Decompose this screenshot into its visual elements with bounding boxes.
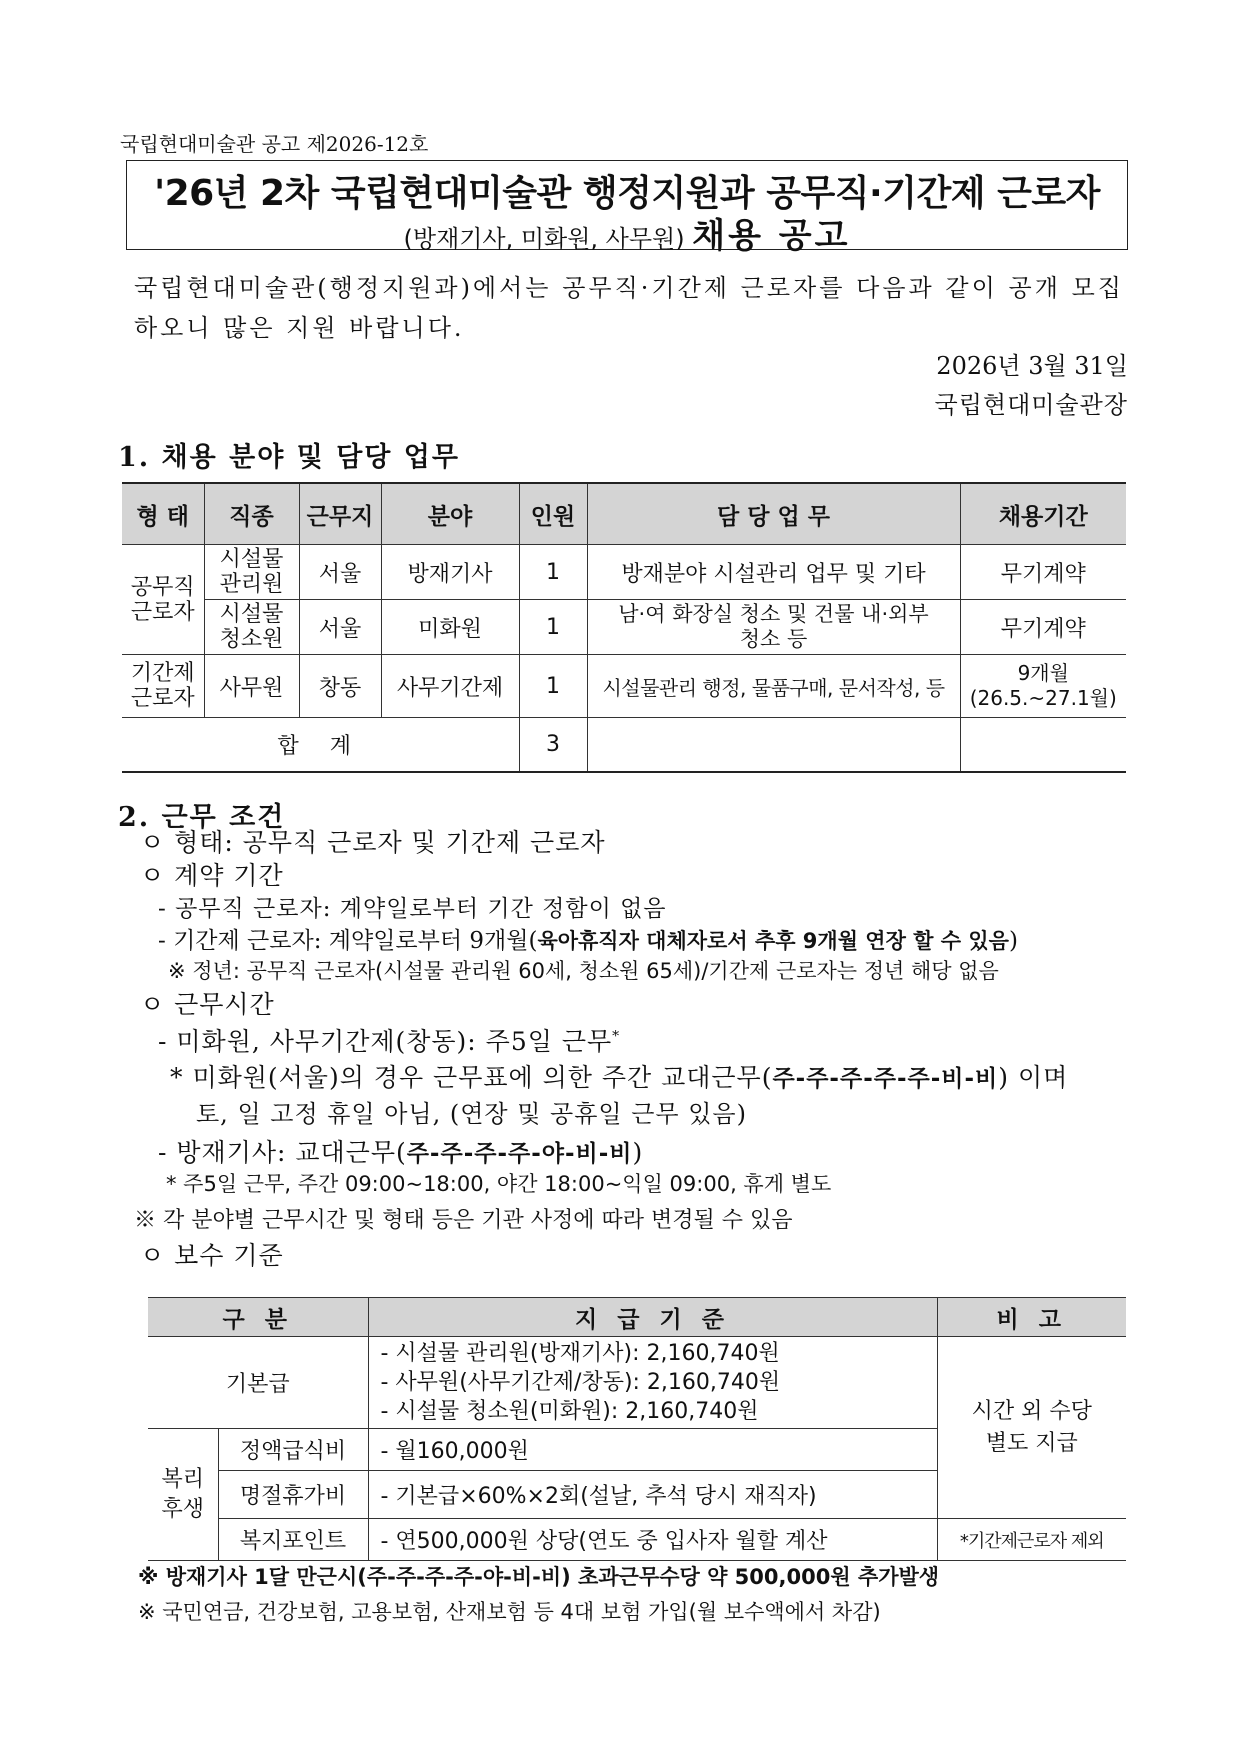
recruitment-table: [122, 482, 1126, 773]
meal-value: - 월160,000원: [368, 1429, 937, 1471]
contract-gigan: [158, 922, 1018, 955]
notice-date: 2026년 3월 31일: [936, 352, 1128, 380]
point-note: *기간제근로자 제외: [937, 1519, 1126, 1561]
base-pay-line: - 시설물 청소원(미화원): 2,160,740원: [380, 1399, 759, 1424]
group-gigan: 기간제 근로자: [122, 655, 204, 718]
period-cell: 9개월 (26.5.~27.1월): [960, 655, 1126, 718]
work-hours-fire: [158, 1133, 643, 1169]
contract-gigan-c: ): [1008, 928, 1018, 954]
footnote-insurance: ※ 국민연금, 건강보험, 고용보험, 산재보험 등 4대 보험 가입(월 보수액에서 차감): [138, 1600, 881, 1624]
pay-table: [148, 1297, 1126, 1561]
contract-period-heading: ㅇ 계약 기간: [140, 861, 284, 890]
base-pay-line: - 사무원(사무기간제/창동): 2,160,740원: [380, 1370, 781, 1395]
base-pay-note: 시간 외 수당 별도 지급: [937, 1337, 1126, 1519]
issuer: 국립현대미술관장: [934, 391, 1128, 419]
total-label: [122, 718, 519, 772]
title-main: '26년 2차 국립현대미술관 행정지원과 공무직·기간제 근로자: [154, 173, 1100, 214]
group-gongmujik: 공무직 근로자: [122, 545, 204, 655]
th-category: 구 분: [148, 1298, 368, 1337]
count-cell: 1: [519, 655, 587, 718]
condition-type: ㅇ 형태: 공무직 근로자 및 기간제 근로자: [140, 828, 606, 857]
base-pay-lines: [368, 1337, 937, 1429]
point-label: 복지포인트: [218, 1519, 368, 1561]
work-hours-fire-a: - 방재기사: 교대근무(: [158, 1138, 407, 1167]
th-place: 근무지: [299, 483, 381, 545]
shift-note-c: ) 이며: [998, 1063, 1069, 1092]
total-empty: [587, 718, 960, 772]
duty-cell: 방재분야 시설관리 업무 및 기타: [587, 545, 960, 600]
notice-number: 국립현대미술관 공고 제2026-12호: [120, 132, 429, 156]
total-value: 3: [519, 718, 587, 772]
th-period: 채용기간: [960, 483, 1126, 545]
th-count: 인원: [519, 483, 587, 545]
work-hours-fire-b: 주-주-주-주-야-비-비: [406, 1141, 633, 1167]
meal-label: 정액급식비: [218, 1429, 368, 1471]
job-cell: 시설물 관리원: [204, 545, 299, 600]
contract-gigan-b: 육아휴직자 대체자로서 추후 9개월 연장 할 수 있음: [537, 929, 1009, 953]
title-box: [126, 160, 1128, 256]
work-hours-cleaner: [158, 1022, 620, 1058]
place-cell: 창동: [299, 655, 381, 718]
base-pay-line: - 시설물 관리원(방재기사): 2,160,740원: [380, 1341, 780, 1366]
footnote-overtime: ※ 방재기사 1달 만근시(주-주-주-주-야-비-비) 초과근무수당 약 500,000원 추가발생: [138, 1565, 940, 1589]
th-job: 직종: [204, 483, 299, 545]
change-note: ※ 각 분야별 근무시간 및 형태 등은 기관 사정에 따라 변경될 수 있음: [134, 1208, 793, 1233]
pay-heading: ㅇ 보수 기준: [140, 1241, 284, 1270]
shift-note-b: 주-주-주-주-주-비-비: [772, 1066, 999, 1092]
period-cell: 무기계약: [960, 545, 1126, 600]
title-sub-text: (방재기사, 미화원, 사무원): [403, 225, 685, 253]
th-type: 형 태: [122, 483, 204, 545]
contract-gigan-a: - 기간제 근로자: 계약일로부터 9개월(: [158, 928, 538, 954]
th-remark: 비 고: [937, 1298, 1126, 1337]
asterisk-sup: *: [612, 1028, 621, 1045]
duty-cell: 시설물관리 행정, 물품구매, 문서작성, 등: [587, 655, 960, 718]
holiday-label: 명절휴가비: [218, 1471, 368, 1519]
section1-heading: 1. 채용 분야 및 담당 업무: [118, 442, 460, 473]
contract-gongmujik: - 공무직 근로자: 계약일로부터 기간 정함이 없음: [158, 896, 667, 922]
holiday-value: - 기본급×60%×2회(설날, 추석 당시 재직자): [368, 1471, 937, 1519]
work-hours-cleaner-text: - 미화원, 사무기간제(창동): 주5일 근무: [158, 1027, 613, 1056]
shift-note: [170, 1058, 1068, 1094]
title-sub-bold: 채용 공고: [692, 216, 851, 256]
th-criteria: 지 급 기 준: [368, 1298, 937, 1337]
shift-note-cont: 토, 일 고정 휴일 아님, (연장 및 공휴일 근무 있음): [196, 1100, 747, 1128]
field-cell: 방재기사: [381, 545, 519, 600]
field-cell: 미화원: [381, 600, 519, 655]
field-cell: 사무기간제: [381, 655, 519, 718]
period-cell: 무기계약: [960, 600, 1126, 655]
total-period-empty: [960, 718, 1126, 772]
point-value: - 연500,000원 상당(연도 중 입사자 월할 계산: [368, 1519, 937, 1561]
count-cell: 1: [519, 600, 587, 655]
work-hours-heading: ㅇ 근무시간: [140, 990, 275, 1019]
section2-heading: 2. 근무 조건: [118, 802, 286, 833]
base-pay-label: 기본급: [148, 1337, 368, 1429]
work-hours-fire-c: ): [632, 1138, 644, 1167]
shift-note-a: * 미화원(서울)의 경우 근무표에 의한 주간 교대근무(: [170, 1063, 773, 1092]
welfare-label: 복리 후생: [148, 1429, 218, 1561]
fire-hours-note: * 주5일 근무, 주간 09:00~18:00, 야간 18:00~익일 09:00, 휴게 별도: [166, 1172, 832, 1196]
retirement-note: ※ 정년: 공무직 근로자(시설물 관리원 60세, 청소원 65세)/기간제 근로자는 정년 해당 없음: [168, 959, 999, 983]
total-label-text: 합 계: [277, 733, 363, 759]
job-cell: 사무원: [204, 655, 299, 718]
th-field: 분야: [381, 483, 519, 545]
intro-paragraph: 국립현대미술관(행정지원과)에서는 공무직·기간제 근로자를 다음과 같이 공개 모집하오니 많은 지원 바랍니다.: [134, 274, 1124, 342]
duty-cell: 남·여 화장실 청소 및 건물 내·외부 청소 등: [587, 600, 960, 655]
count-cell: 1: [519, 545, 587, 600]
place-cell: 서울: [299, 545, 381, 600]
job-cell: 시설물 청소원: [204, 600, 299, 655]
title-sub: [127, 208, 1127, 257]
th-duty: 담 당 업 무: [587, 483, 960, 545]
place-cell: 서울: [299, 600, 381, 655]
